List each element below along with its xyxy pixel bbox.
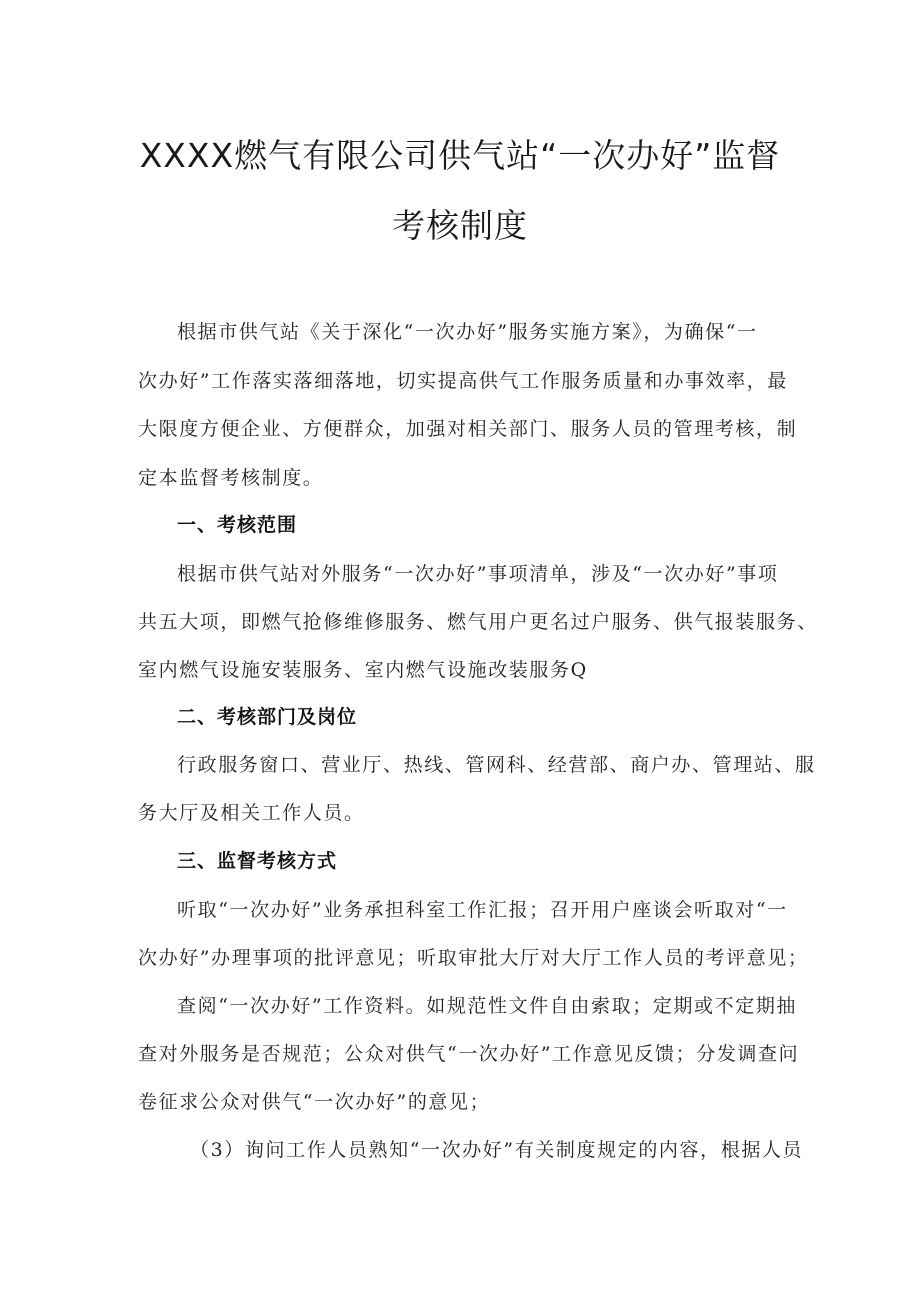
section-3-line-3: 查阅“一次办好”工作资料。如规范性文件自由索取；定期或不定期抽 xyxy=(177,995,798,1017)
intro-line-4: 定本监督考核制度。 xyxy=(138,467,324,489)
section-1-line-1: 根据市供气站对外服务“一次办好”事项清单，涉及“一次办好”事项 xyxy=(177,563,779,585)
intro-line-2: 次办好”工作落实落细落地，切实提高供气工作服务质量和办事效率，最 xyxy=(138,370,788,392)
intro-line-1: 根据市供气站《关于深化“一次办好”服务实施方案》，为确保“一 xyxy=(177,321,758,343)
section-3-line-4: 查对外服务是否规范；公众对供气“一次办好”工作意见反馈；分发调查问 xyxy=(138,1043,800,1065)
document-title-line-1: XXXX燃气有限公司供气站“一次办好”监督 xyxy=(139,136,781,175)
section-3-line-1: 听取“一次办好”业务承担科室工作汇报；召开用户座谈会听取对“一 xyxy=(177,899,788,921)
section-2-line-2: 务大厅及相关工作人员。 xyxy=(138,802,365,824)
intro-line-3: 大限度方便企业、方便群众，加强对相关部门、服务人员的管理考核，制 xyxy=(138,418,798,440)
section-3-heading: 三、监督考核方式 xyxy=(177,850,338,872)
section-2-heading: 二、考核部门及岗位 xyxy=(177,706,358,728)
section-1-line-2: 共五大项，即燃气抢修维修服务、燃气用户更名过户服务、供气报装服务、 xyxy=(138,611,818,633)
section-1-heading: 一、考核范围 xyxy=(177,514,298,536)
section-3-line-2: 次办好”办理事项的批评意见；听取审批大厅对大厅工作人员的考评意见； xyxy=(138,947,809,969)
section-1-line-3: 室内燃气设施安装服务、室内燃气设施改装服务Q xyxy=(138,659,588,681)
section-3-line-6: （3）询问工作人员熟知“一次办好”有关制度规定的内容，根据人员 xyxy=(190,1139,804,1161)
document-title-line-2: 考核制度 xyxy=(392,206,528,245)
section-2-line-1: 行政服务窗口、营业厅、热线、管网科、经营部、商户办、管理站、服 xyxy=(177,754,816,776)
section-3-line-5: 卷征求公众对供气“一次办好”的意见； xyxy=(138,1091,491,1113)
